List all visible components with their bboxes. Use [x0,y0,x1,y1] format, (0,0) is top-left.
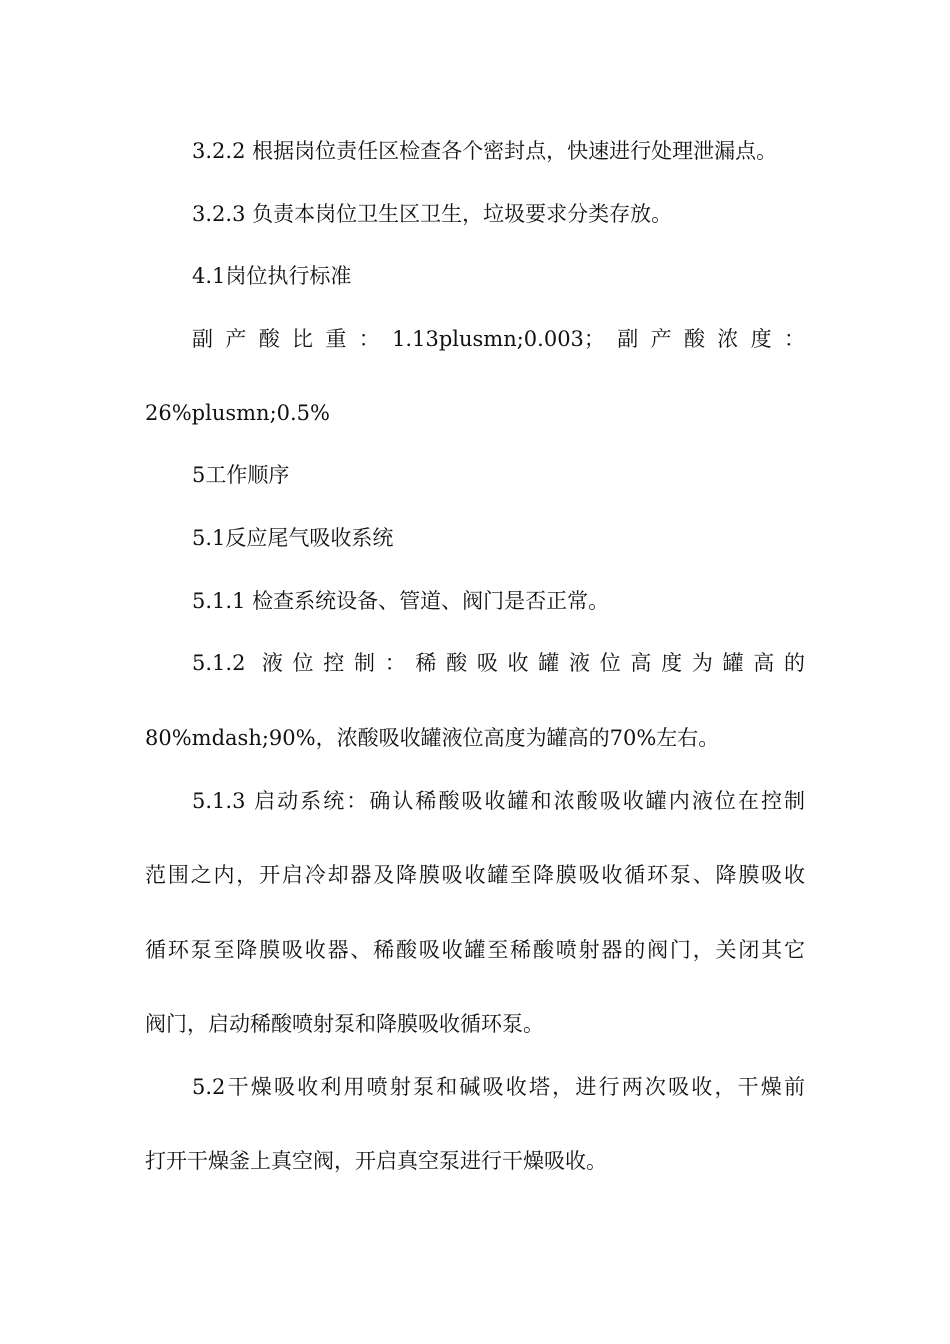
heading-4-1: 4.1岗位执行标准 [192,264,352,288]
paragraph-3-2-2: 3.2.2 根据岗位责任区检查各个密封点，快速进行处理泄漏点。 [192,139,778,163]
paragraph-acid-spec-line-1: 副产酸比重：1.13plusmn;0.003；副产酸浓度： [192,327,805,351]
paragraph-3-2-3: 3.2.3 负责本岗位卫生区卫生，垃圾要求分类存放。 [192,202,673,226]
paragraph-5-1-3-line-4: 阀门，启动稀酸喷射泵和降膜吸收循环泵。 [145,1012,544,1036]
paragraph-5-2-line-2: 打开干燥釜上真空阀，开启真空泵进行干燥吸收。 [145,1149,607,1173]
paragraph-acid-spec-line-2: 26%plusmn;0.5% [145,401,331,425]
paragraph-5-1-1: 5.1.1 检查系统设备、管道、阀门是否正常。 [192,589,610,613]
heading-5: 5工作顺序 [192,463,290,487]
heading-5-1: 5.1反应尾气吸收系统 [192,526,394,550]
paragraph-5-2-line-1: 5.2干燥吸收利用喷射泵和碱吸收塔，进行两次吸收，干燥前 [192,1075,805,1099]
paragraph-5-1-3-line-3: 循环泵至降膜吸收器、稀酸吸收罐至稀酸喷射器的阀门，关闭其它 [145,938,805,962]
paragraph-5-1-3-line-2: 范围之内，开启冷却器及降膜吸收罐至降膜吸收循环泵、降膜吸收 [145,863,805,887]
paragraph-5-1-2-line-2: 80%mdash;90%，浓酸吸收罐液位高度为罐高的70%左右。 [145,726,720,750]
paragraph-5-1-3-line-1: 5.1.3 启动系统：确认稀酸吸收罐和浓酸吸收罐内液位在控制 [192,789,805,813]
paragraph-5-1-2-line-1: 5.1.2 液位控制：稀酸吸收罐液位高度为罐高的 [192,651,805,675]
